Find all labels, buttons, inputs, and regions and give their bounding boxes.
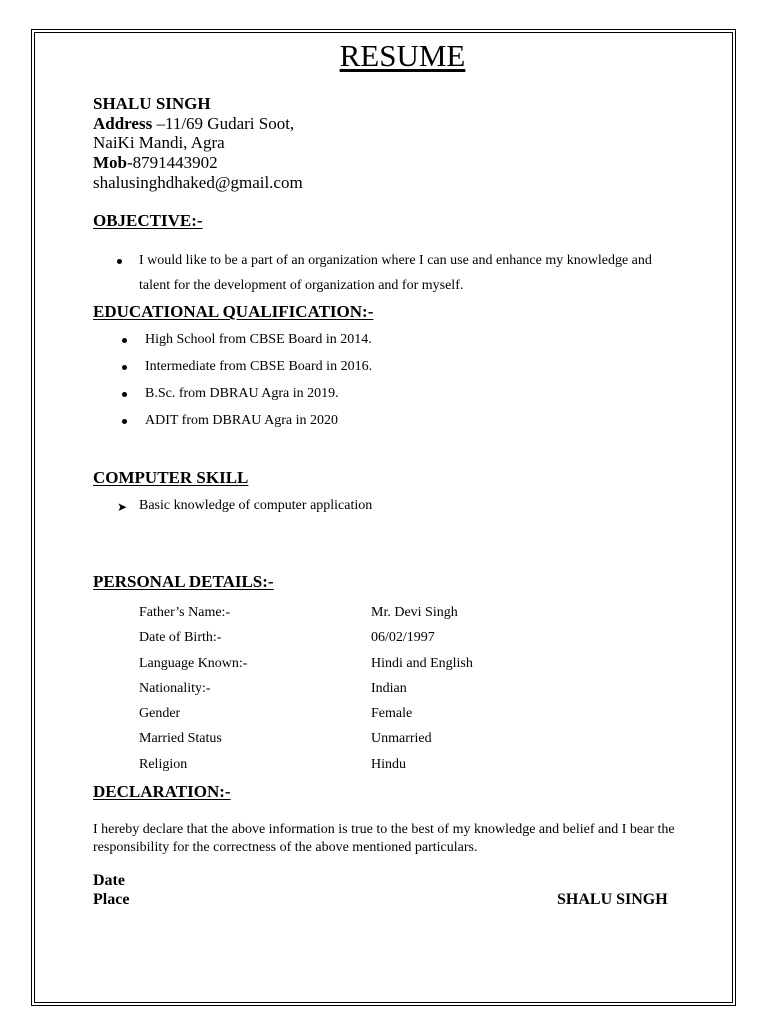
personal-detail-value: Mr. Devi Singh	[371, 605, 458, 620]
declaration-text: I hereby declare that the above information is true to the best of my knowledge and belief and I bear the responsibility for the correctness of the above mentioned particulars.	[93, 822, 675, 855]
personal-detail-value: 06/02/1997	[371, 630, 435, 645]
signature-name: SHALU SINGH	[557, 891, 668, 908]
education-bullet-icon	[122, 338, 127, 343]
personal-detail-label: Gender	[139, 706, 181, 721]
personal-detail-value: Female	[371, 706, 413, 721]
education-item: B.Sc. from DBRAU Agra in 2019.	[145, 386, 339, 401]
date-label: Date	[93, 872, 125, 889]
mobile-line	[93, 153, 218, 173]
address-line-2: NaiKi Mandi, Agra	[93, 133, 225, 152]
education-heading: EDUCATIONAL QUALIFICATION:-	[93, 302, 374, 321]
personal-detail-value: Unmarried	[371, 731, 432, 746]
email-address: shalusinghdhaked@gmail.com	[93, 173, 303, 192]
applicant-name-text: SHALU SINGH	[93, 94, 211, 113]
personal-detail-label: Language Known:-	[139, 656, 248, 671]
personal-detail-label: Date of Birth:-	[139, 630, 222, 645]
education-item: High School from CBSE Board in 2014.	[145, 332, 372, 347]
education-item: Intermediate from CBSE Board in 2016.	[145, 359, 373, 374]
personal-details-heading: PERSONAL DETAILS:-	[93, 572, 274, 591]
document-title: RESUME	[339, 38, 466, 73]
education-bullet-icon	[122, 365, 127, 370]
personal-detail-label: Religion	[139, 757, 188, 772]
declaration-heading: DECLARATION:-	[93, 782, 231, 801]
applicant-name	[93, 94, 211, 114]
education-bullet-icon	[122, 392, 127, 397]
objective-line-2: talent for the development of organization and for myself.	[139, 278, 464, 293]
objective-bullet-icon	[117, 259, 122, 264]
personal-detail-label: Nationality:-	[139, 681, 211, 696]
mobile-label: Mob	[93, 153, 127, 172]
education-item: ADIT from DBRAU Agra in 2020	[145, 413, 339, 428]
personal-detail-value: Indian	[371, 681, 407, 696]
address-label: Address	[93, 114, 153, 133]
computer-skill-heading: COMPUTER SKILL	[93, 468, 249, 487]
address-line-1-text: –11/69 Gudari Soot,	[152, 114, 295, 133]
personal-detail-label: Father’s Name:-	[139, 605, 231, 620]
place-label: Place	[93, 891, 130, 908]
personal-detail-value: Hindu	[371, 757, 406, 772]
personal-detail-label: Married Status	[139, 731, 222, 746]
address-line-1	[93, 114, 294, 134]
arrow-bullet-icon: ➤	[117, 500, 128, 514]
objective-heading: OBJECTIVE:-	[93, 211, 203, 230]
personal-detail-value: Hindi and English	[371, 656, 473, 671]
computer-skill-item: Basic knowledge of computer application	[139, 498, 373, 513]
objective-line-1: I would like to be a part of an organization where I can use and enhance my knowledge and	[139, 253, 652, 268]
mobile-number: -8791443902	[127, 153, 218, 172]
education-bullet-icon	[122, 419, 127, 424]
